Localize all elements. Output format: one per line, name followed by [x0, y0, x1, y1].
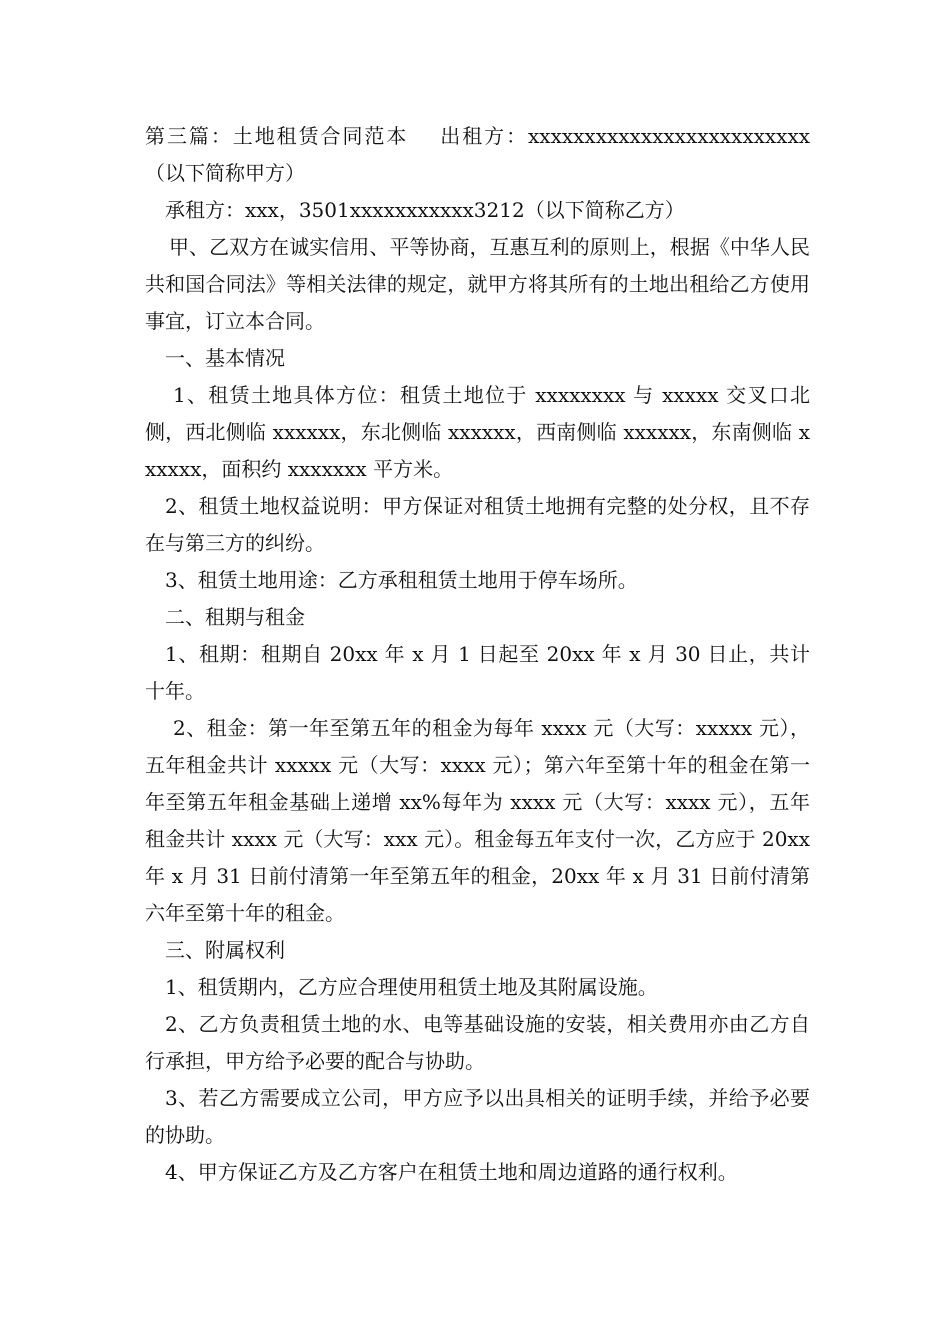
section1-item: 3、租赁土地用途：乙方承租租赁土地用于停车场所。 — [165, 568, 638, 592]
section2-item: 1、租期：租期自 20xx 年 x 月 1 日起至 20xx 年 x 月 30 日止，共计十年。 — [145, 642, 810, 703]
section3-item: 1、租赁期内，乙方应合理使用租赁土地及其附属设施。 — [165, 975, 658, 999]
title-paragraph — [145, 118, 810, 192]
section-heading-term-rent: 二、租期与租金 — [165, 605, 305, 629]
document-body — [145, 118, 810, 1191]
preamble-paragraph: 甲、乙双方在诚实信用、平等协商，互惠互利的原则上，根据《中华人民共和国合同法》等相关法律的规定，就甲方将其所有的土地出租给乙方使用事宜，订立本合同。 — [145, 235, 810, 333]
section3-item: 3、若乙方需要成立公司，甲方应予以出具相关的证明手续，并给予必要的协助。 — [145, 1086, 810, 1147]
section2-item: 2、租金：第一年至第五年的租金为每年 xxxx 元（大写：xxxxx 元），五年租金共计 xxxxx 元（大写：xxxx 元）；第六年至第十年的租金在第一年至第五年租金基础上递增 xx%每年为 xxxx 元（大写：xxxx 元），五年租金共计 xxxx 元（大写：xxx 元）。租金每五年支付一次，乙方应于 20xx 年 x 月 31 日前付清第一年至第五年的租金，20xx 年 x 月 31 日前付清第六年至第十年的租金。 — [145, 716, 810, 925]
section1-item: 1、租赁土地具体方位：租赁土地位于 xxxxxxxx 与 xxxxx 交叉口北侧，西北侧临 xxxxxx，东北侧临 xxxxxx，西南侧临 xxxxxx，东南侧临 xxxxxx，面积约 xxxxxxx 平方米。 — [145, 383, 810, 481]
document-title: 第三篇：土地租赁合同范本 — [145, 124, 409, 148]
lessee-line: 承租方：xxx，3501xxxxxxxxxxx3212（以下简称乙方） — [165, 198, 685, 222]
section3-item: 2、乙方负责租赁土地的水、电等基础设施的安装，相关费用亦由乙方自行承担，甲方给予必要的配合与协助。 — [145, 1012, 810, 1073]
section-heading-rights: 三、附属权利 — [165, 938, 285, 962]
lessor-line: 出租方：xxxxxxxxxxxxxxxxxxxxxxxxx（以下简称甲方） — [145, 124, 811, 185]
section1-item: 2、租赁土地权益说明：甲方保证对租赁土地拥有完整的处分权，且不存在与第三方的纠纷。 — [145, 494, 810, 555]
section-heading-basic: 一、基本情况 — [165, 346, 285, 370]
section3-item: 4、甲方保证乙方及乙方客户在租赁土地和周边道路的通行权利。 — [165, 1160, 738, 1184]
